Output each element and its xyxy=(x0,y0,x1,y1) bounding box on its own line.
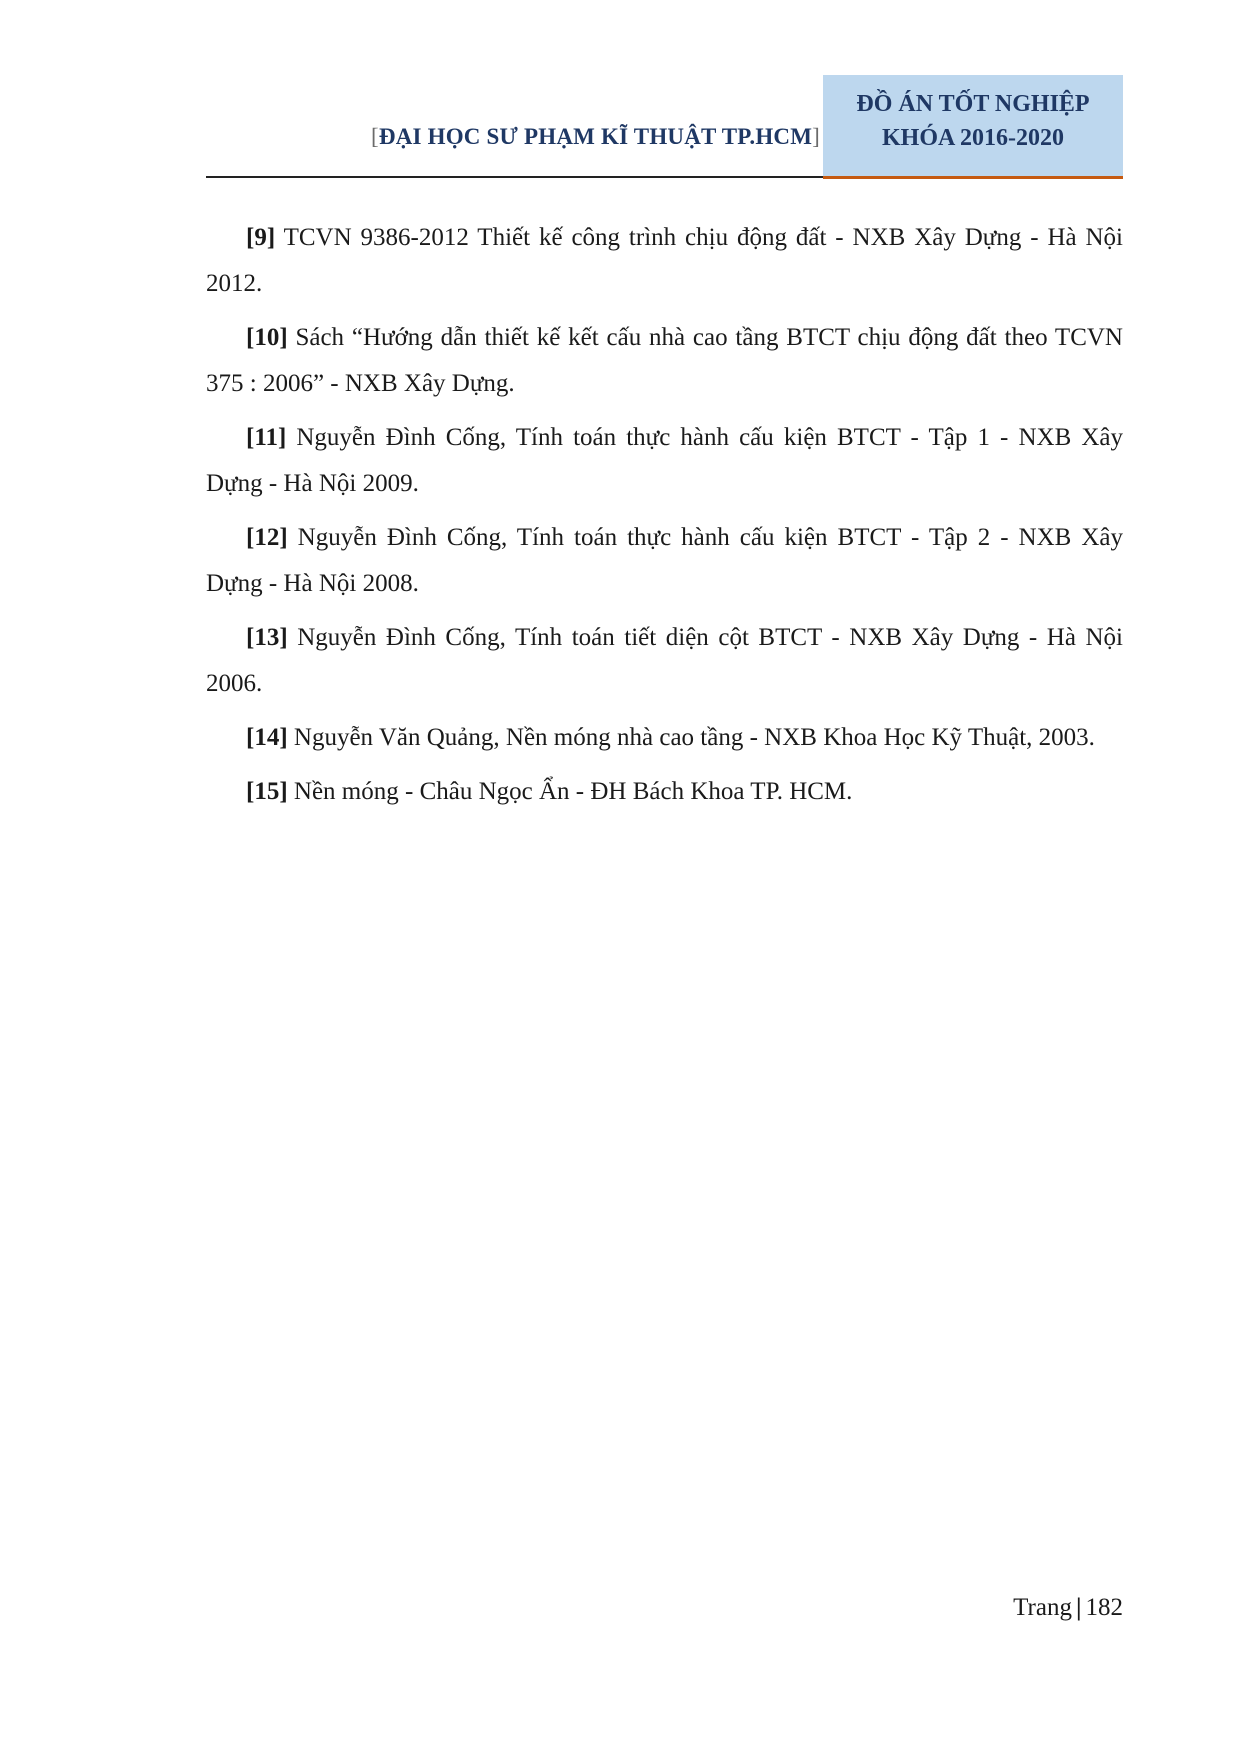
reference-number: [13] xyxy=(246,624,288,651)
header-bracket-close: ] xyxy=(812,124,820,149)
reference-text: Sách “Hướng dẫn thiết kế kết cấu nhà cao tầng BTCT chịu động đất theo TCVN 375 : 2006” - NXB Xây Dựng. xyxy=(206,324,1123,397)
reference-number: [12] xyxy=(246,524,288,551)
reference-item xyxy=(206,715,1123,761)
header-project-box xyxy=(823,75,1123,176)
reference-text: Nguyễn Đình Cống, Tính toán thực hành cấu kiện BTCT - Tập 2 - NXB Xây Dựng - Hà Nội 2008. xyxy=(206,524,1123,597)
reference-item xyxy=(206,315,1123,407)
header-divider xyxy=(206,176,823,178)
reference-text: TCVN 9386-2012 Thiết kế công trình chịu động đất - NXB Xây Dựng - Hà Nội 2012. xyxy=(206,224,1123,297)
header-box-line1: ĐỒ ÁN TỐT NGHIỆP xyxy=(856,91,1090,117)
reference-text: Nền móng - Châu Ngọc Ẩn - ĐH Bách Khoa TP. HCM. xyxy=(287,778,853,805)
reference-text: Nguyễn Đình Cống, Tính toán tiết diện cột BTCT - NXB Xây Dựng - Hà Nội 2006. xyxy=(206,624,1123,697)
reference-number: [11] xyxy=(246,424,287,451)
footer-separator: | xyxy=(1075,1594,1082,1621)
page-footer xyxy=(900,1594,1123,1622)
reference-item xyxy=(206,769,1123,815)
header-box-line2: KHÓA 2016-2020 xyxy=(881,125,1064,151)
reference-number: [15] xyxy=(246,778,288,805)
page-number: 182 xyxy=(1085,1594,1123,1621)
header-university xyxy=(206,124,820,150)
reference-item xyxy=(206,615,1123,707)
reference-number: [14] xyxy=(246,724,288,751)
reference-number: [10] xyxy=(246,324,288,351)
header-university-name: ĐẠI HỌC SƯ PHẠM KĨ THUẬT TP.HCM xyxy=(378,124,813,149)
header-divider-accent xyxy=(823,176,1123,179)
reference-number: [9] xyxy=(246,224,276,251)
reference-text: Nguyễn Văn Quảng, Nền móng nhà cao tầng - NXB Khoa Học Kỹ Thuật, 2003. xyxy=(287,724,1095,751)
header-bracket-open: [ xyxy=(371,124,379,149)
reference-list xyxy=(206,215,1123,823)
reference-item xyxy=(206,515,1123,607)
reference-item xyxy=(206,415,1123,507)
reference-text: Nguyễn Đình Cống, Tính toán thực hành cấu kiện BTCT - Tập 1 - NXB Xây Dựng - Hà Nội 2009. xyxy=(206,424,1123,497)
reference-item xyxy=(206,215,1123,307)
footer-label: Trang xyxy=(1013,1594,1072,1621)
